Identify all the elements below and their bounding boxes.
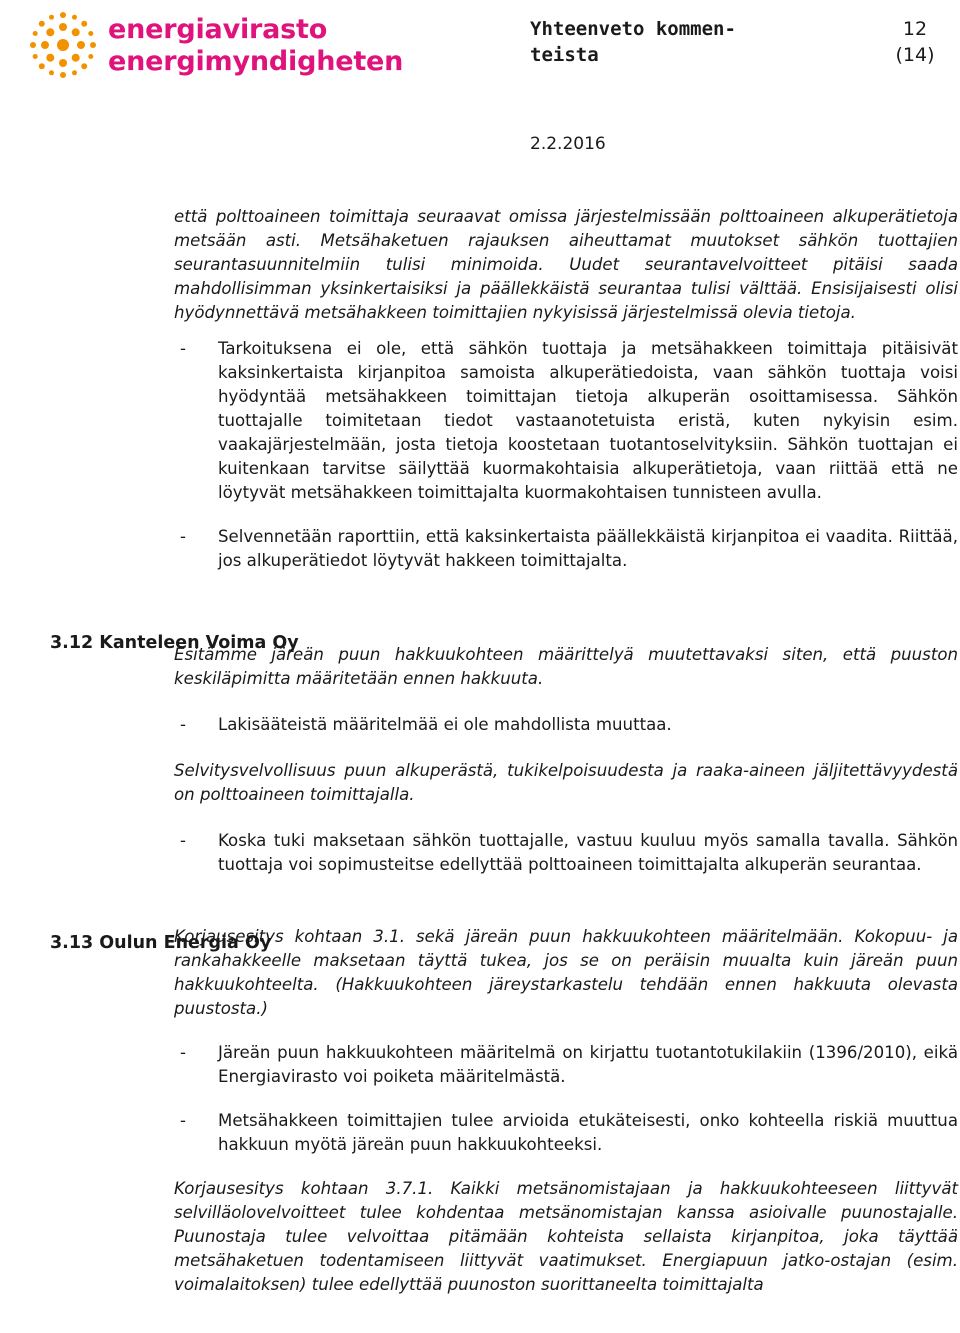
page-number: 12 [902, 18, 928, 40]
list-item: - Metsähakkeen toimittajien tulee arvioida etukäteisesti, onko kohteella riskiä muuttua hakkuun myötä järeän puun hakkuukohteeksi. [174, 1109, 958, 1157]
document-date: 2.2.2016 [530, 134, 606, 154]
section-3-13-paragraph-1: Korjausesitys kohtaan 3.1. sekä järeän puun hakkuukohteen määritelmään. Kokopuu- ja rankahakkeelle maksetaan täyttä tukea, jos se on peräisin muualta kuin järeän puun hakkuukohteelta. (Hakkuukohteen järeystarkastelu tehdään ennen hakkuuta olevasta puustosta.) [174, 927, 958, 1018]
list-item: - Selvennetään raporttiin, että kaksinkertaista päällekkäistä kirjanpitoa ei vaadita. Riittää, jos alkuperätiedot löytyvät hakkeen toimittajalta. [174, 525, 958, 573]
section-3-12-paragraph-2: Selvitysvelvollisuus puun alkuperästä, tukikelpoisuudesta ja raaka-aineen jäljitettävyydestä on polttoaineen toimittajalla. [174, 761, 958, 804]
list-item: - Koska tuki maksetaan sähkön tuottajalle, vastuu kuuluu myös samalla tavalla. Sähkön tuottaja voi sopimusteitse edellyttää polttoaineen toimittajalta alkuperän seurantaa. [174, 829, 958, 877]
list-item: - Lakisääteistä määritelmää ei ole mahdollista muuttaa. [174, 713, 958, 737]
intro-paragraph: että polttoaineen toimittaja seuraavat omissa järjestelmissään polttoaineen alkuperätietoja metsään asti. Metsähaketuen rajauksen aiheuttamat muutokset sähkön tuottajien seurantasuunnitelmiin tulisi minimoida. Uudet seurantavelvoitteet pitäisi saada mahdollisimman yksinkertaisiksi ja päällekkäistä seurantaa tulisi välttää. Ensisijaisesti olisi hyödynnettävä metsähakkeen toimittajien nykyisissä järjestelmissä olevia tietoja. [174, 207, 958, 322]
sun-rays-logo-icon [30, 12, 96, 78]
document-body [174, 205, 958, 1297]
list-item: - Järeän puun hakkuukohteen määritelmä on kirjattu tuotantotukilakiin (1396/2010), eikä Energiavirasto voi poiketa määritelmästä. [174, 1041, 958, 1089]
org-name-sv: energimyndigheten [108, 46, 404, 77]
section-heading-3-13: 3.13 Oulun Energia Oy [50, 933, 272, 953]
page-total: (14) [895, 44, 935, 66]
document-title: Yhteenveto kommen- teista [530, 18, 736, 66]
section-3-12-paragraph-1: Esitämme järeän puun hakkuukohteen määrittelyä muutettavaksi siten, että puuston keskiläpimitta määritetään ennen hakkuuta. [174, 645, 958, 688]
page-number-block [885, 16, 945, 68]
section-heading-3-12: 3.12 Kanteleen Voima Oy [50, 633, 299, 653]
section-3-13-paragraph-2: Korjausesitys kohtaan 3.7.1. Kaikki metsänomistajaan ja hakkuukohteeseen liittyvät selvilläolovelvoitteet tulee kohdentaa metsänomistajan kanssa asioivalle puunostajalle. Puunostaja tulee velvoittaa pitämään kohteista sellaista kirjanpitoa, joka täyttää metsähaketuen todentamiseen liittyvät vaatimukset. Energiapuun jatko-ostajan (esim. voimalaitoksen) tulee edellyttää puunoston suorittaneelta toimittajalta [174, 1179, 958, 1294]
organization-logo [30, 8, 404, 78]
list-item: - Tarkoituksena ei ole, että sähkön tuottaja ja metsähakkeen toimittaja pitäisivät kaksinkertaista kirjanpitoa samoista alkuperätiedoista, vaan sähkön tuottaja voisi hyödyntää metsähakkeen toimittajan tietoja alkuperän osoittamisessa. Sähkön tuottajalle toimitetaan tiedot vastaanotetuista eristä, kuten nykyisin esim. vaakajärjestelmään, josta tietoja koostetaan tuotantoselvityksiin. Sähkön tuottajan ei kuitenkaan tarvitse säilyttää kuormakohtaisia alkuperätietoja, vaan riittää että ne löytyvät metsähakkeen toimittajalta kuormakohtaisen tunnisteen avulla. [174, 337, 958, 505]
org-name-fi: energiavirasto [108, 14, 328, 45]
